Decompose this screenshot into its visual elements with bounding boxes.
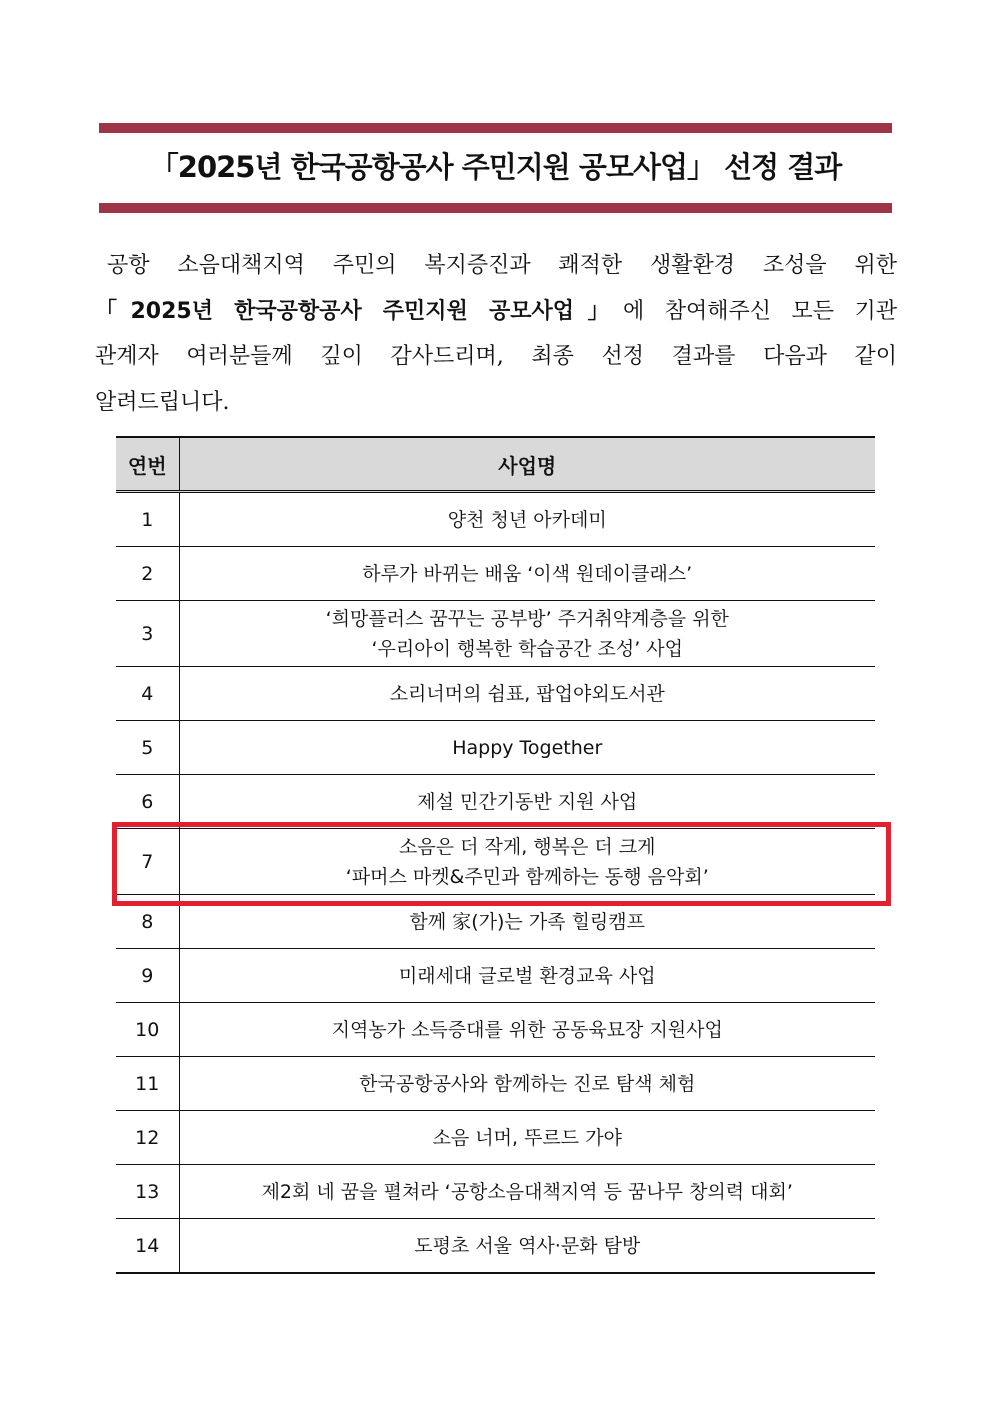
- project-name-line: 소리너머의 쉼표, 팝업야외도서관: [389, 682, 665, 705]
- table-row: [116, 492, 875, 547]
- intro-line-2-rest: 에 참여해주신 모든 기관: [622, 298, 897, 324]
- intro-line-3: 관계자 여러분들께 깊이 감사드리며, 최종 선정 결과를 다음과 같이: [95, 344, 897, 369]
- row-project-name: [179, 1057, 875, 1111]
- row-project-name: [179, 1111, 875, 1165]
- table-row: [116, 1057, 875, 1111]
- project-name-line: 도평초 서울 역사·문화 탐방: [414, 1234, 641, 1257]
- row-number: 11: [116, 1057, 179, 1111]
- intro-paragraph: [95, 243, 897, 425]
- intro-line-1: 공항 소음대책지역 주민의 복지증진과 쾌적한 생활환경 조성을 위한: [107, 253, 897, 278]
- table-row: [116, 829, 875, 895]
- project-name-line: ‘희망플러스 꿈꾸는 공부방’ 주거취약계층을 위한: [325, 607, 729, 630]
- row-number: 9: [116, 949, 179, 1003]
- results-table: [116, 436, 875, 1274]
- table-body: [116, 492, 875, 1274]
- row-number: 4: [116, 667, 179, 721]
- row-project-name: [179, 895, 875, 949]
- table-row: [116, 1219, 875, 1274]
- title-bar-bottom: [99, 203, 892, 213]
- project-name-line: 하루가 바뀌는 배움 ‘이색 원데이클래스’: [362, 562, 693, 585]
- project-name-line: 함께 家(가)는 가족 힐링캠프: [409, 910, 645, 933]
- row-number: 2: [116, 547, 179, 601]
- row-project-name: [179, 721, 875, 775]
- table-row: [116, 1003, 875, 1057]
- intro-line-2: [95, 289, 897, 335]
- table-row: [116, 1165, 875, 1219]
- project-name-line: 지역농가 소득증대를 위한 공동육묘장 지원사업: [331, 1018, 723, 1041]
- intro-program-name: 「2025년 한국공항공사 주민지원 공모사업」: [95, 298, 623, 324]
- row-number: 8: [116, 895, 179, 949]
- row-project-name: [179, 547, 875, 601]
- header-number: 연번: [116, 437, 179, 492]
- table-row: [116, 1111, 875, 1165]
- table-row: [116, 775, 875, 829]
- table-row: [116, 895, 875, 949]
- project-name-line: 한국공항공사와 함께하는 진로 탐색 체험: [359, 1072, 696, 1095]
- project-name-line: 소음 너머, 뚜르드 가야: [432, 1126, 622, 1149]
- row-project-name: [179, 829, 875, 895]
- row-project-name: [179, 492, 875, 547]
- row-project-name: [179, 1219, 875, 1274]
- table-row: [116, 667, 875, 721]
- row-number: 7: [116, 829, 179, 895]
- row-number: 5: [116, 721, 179, 775]
- project-name-line: 양천 청년 아카데미: [447, 508, 607, 531]
- row-project-name: [179, 775, 875, 829]
- row-number: 6: [116, 775, 179, 829]
- row-number: 1: [116, 492, 179, 547]
- table-row: [116, 721, 875, 775]
- row-project-name: [179, 601, 875, 667]
- row-project-name: [179, 949, 875, 1003]
- row-number: 3: [116, 601, 179, 667]
- row-project-name: [179, 1003, 875, 1057]
- title-bar-top: [99, 123, 892, 133]
- project-name-line: 제설 민간기동반 지원 사업: [417, 790, 638, 813]
- project-name-line: 미래세대 글로벌 환경교육 사업: [398, 964, 656, 987]
- table-row: [116, 601, 875, 667]
- header-project-name: 사업명: [179, 437, 875, 492]
- project-name-line: ‘우리아이 행복한 학습공간 조성’ 사업: [371, 637, 684, 660]
- intro-line-4: 알려드립니다.: [95, 389, 230, 415]
- row-number: 13: [116, 1165, 179, 1219]
- table-row: [116, 949, 875, 1003]
- table-row: [116, 547, 875, 601]
- page-title: 「2025년 한국공항공사 주민지원 공모사업」 선정 결과: [149, 150, 842, 184]
- project-name-line: 소음은 더 작게, 행복은 더 크게: [399, 835, 656, 858]
- row-number: 10: [116, 1003, 179, 1057]
- row-number: 12: [116, 1111, 179, 1165]
- project-name-line: Happy Together: [452, 736, 603, 759]
- row-project-name: [179, 667, 875, 721]
- project-name-line: 제2회 네 꿈을 펼쳐라 ‘공항소음대책지역 등 꿈나무 창의력 대회’: [261, 1180, 793, 1203]
- table-header-row: [116, 437, 875, 492]
- project-name-line: ‘파머스 마켓&주민과 함께하는 동행 음악회’: [345, 865, 709, 888]
- row-project-name: [179, 1165, 875, 1219]
- row-number: 14: [116, 1219, 179, 1274]
